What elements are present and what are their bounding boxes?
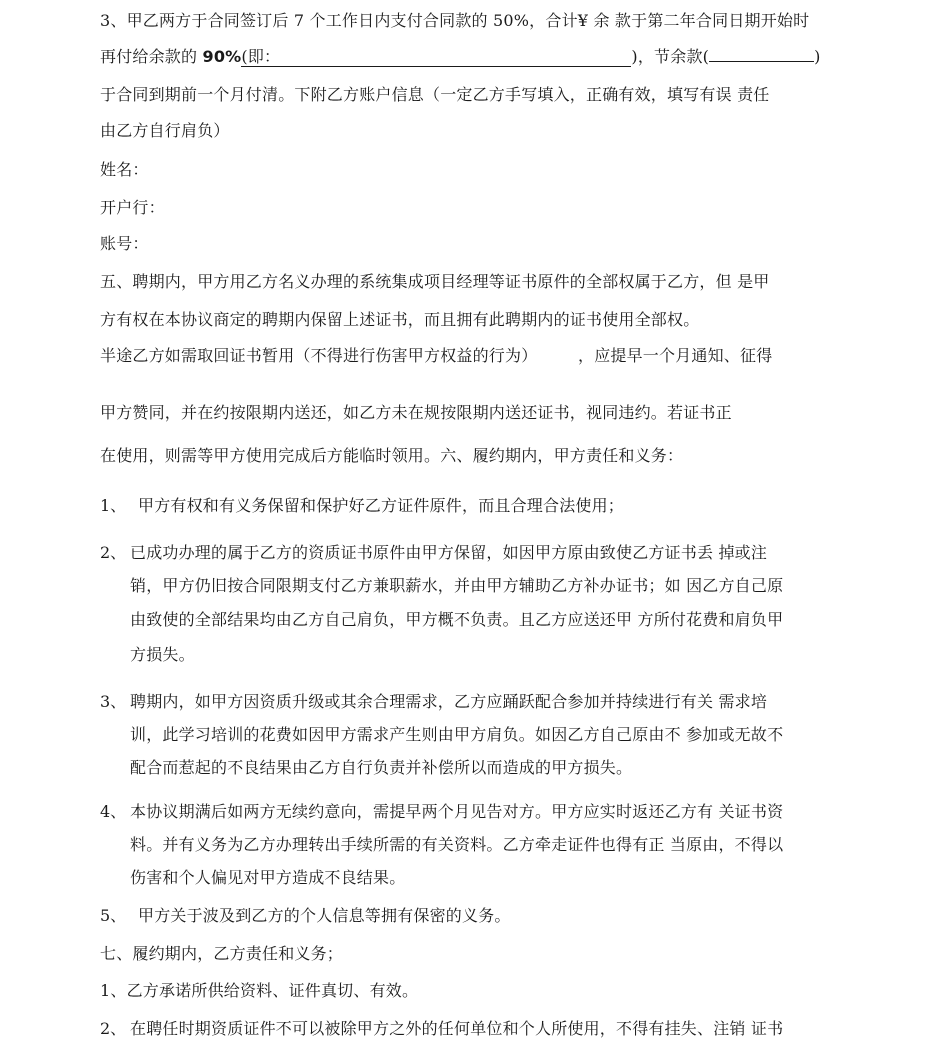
clause6-item2-line3: 由致使的全部结果均由乙方自己肩负，甲方概不负责。且乙方应送还甲 方所付花费和肩负甲 <box>130 610 784 629</box>
clause3-line1: 3、甲乙两方于合同签订后 7 个工作日内支付合同款的 50%，合计¥ 余 款于第二年合同日期开始时 <box>100 11 810 30</box>
percent-90: 90% <box>202 47 242 66</box>
clause7-item2-number: 2、 <box>100 1019 127 1038</box>
clause3-line2-text: 再付给余款的 <box>100 47 203 66</box>
clause6-item1-text: 甲方有权和有义务保留和保护好乙方证件原件，而且合理合法使用； <box>138 496 625 515</box>
clause6-item3-line3: 配合而惹起的不良结果由乙方自行负责并补偿所以而造成的甲方损失。 <box>130 758 633 777</box>
clause6-item3-line1: 聘期内，如甲方因资质升级或其余合理需求，乙方应踊跃配合参加并持续进行有关 需求培 <box>130 692 768 711</box>
clause6-item3-number: 3、 <box>100 692 127 711</box>
account-bank-label: 开户行： <box>100 198 165 217</box>
clause5-line3: 半途乙方如需取回证书暂用（不得进行伤害甲方权益的行为） ，应提早一个月通知、征得 <box>100 346 773 365</box>
clause6-item4-line1: 本协议期满后如两方无续约意向，需提早两个月见告对方。甲方应实时返还乙方有 关证书资 <box>130 802 784 821</box>
clause7-item2-line1: 在聘任时期资质证件不可以被除甲方之外的任何单位和个人所使用，不得有挂失、注销 证书 <box>130 1019 784 1038</box>
clause6-item4-number: 4、 <box>100 802 127 821</box>
clause5-line4: 甲方赞同，并在约按限期内送还，如乙方未在规按限期内送还证书，视同违约。若证书正 <box>100 403 732 422</box>
clause6-item4-line2: 料。并有义务为乙方办理转出手续所需的有关资料。乙方牵走证件也得有正 当原由，不得以 <box>130 835 784 854</box>
blank-remainder-field <box>709 61 814 62</box>
clause5-line5: 在使用，则需等甲方使用完成后方能临时领用。六、履约期内，甲方责任和义务： <box>100 446 684 465</box>
clause5-line1: 五、聘期内，甲方用乙方名义办理的系统集成项目经理等证书原件的全部权属于乙方，但 是甲 <box>100 272 770 291</box>
clause6-item2-line4: 方损失。 <box>130 645 195 664</box>
clause5-line2: 方有权在本协议商定的聘期内保留上述证书，而且拥有此聘期内的证书使用全部权。 <box>100 310 700 329</box>
clause6-item5-text: 甲方关于波及到乙方的个人信息等拥有保密的义务。 <box>138 906 511 925</box>
clause6-item5-number: 5、 <box>100 906 127 925</box>
account-name-label: 姓名： <box>100 160 149 179</box>
clause7-heading: 七、履约期内，乙方责任和义务； <box>100 944 344 963</box>
clause7-item1: 1、乙方承诺所供给资料、证件真切、有效。 <box>100 981 419 1000</box>
clause6-item1-number: 1、 <box>100 496 127 515</box>
clause3-line2: 再付给余款的 90%(即： )，节余款( ) <box>100 47 821 66</box>
account-number-label: 账号： <box>100 234 149 253</box>
clause6-item2-line2: 销，甲方仍旧按合同限期支付乙方兼职薪水，并由甲方辅助乙方补办证书；如 因乙方自己原 <box>130 576 784 595</box>
clause6-item2-number: 2、 <box>100 543 127 562</box>
blank-amount-field: (即： <box>241 48 631 67</box>
clause6-item4-line3: 伤害和个人偏见对甲方造成不良结果。 <box>130 868 406 887</box>
clause3-line4: 由乙方自行肩负） <box>100 121 230 140</box>
clause6-item2-line1: 已成功办理的属于乙方的资质证书原件由甲方保留，如因甲方原由致使乙方证书丢 掉或注 <box>130 543 768 562</box>
clause6-item3-line2: 训，此学习培训的花费如因甲方需求产生则由甲方肩负。如因乙方自己原由不 参加或无故不 <box>130 725 784 744</box>
clause3-line2-sep: )，节余款( <box>631 47 710 66</box>
clause3-line3: 于合同到期前一个月付清。下附乙方账户信息（一定乙方手写填入，正确有效，填写有误 责任 <box>100 85 770 104</box>
